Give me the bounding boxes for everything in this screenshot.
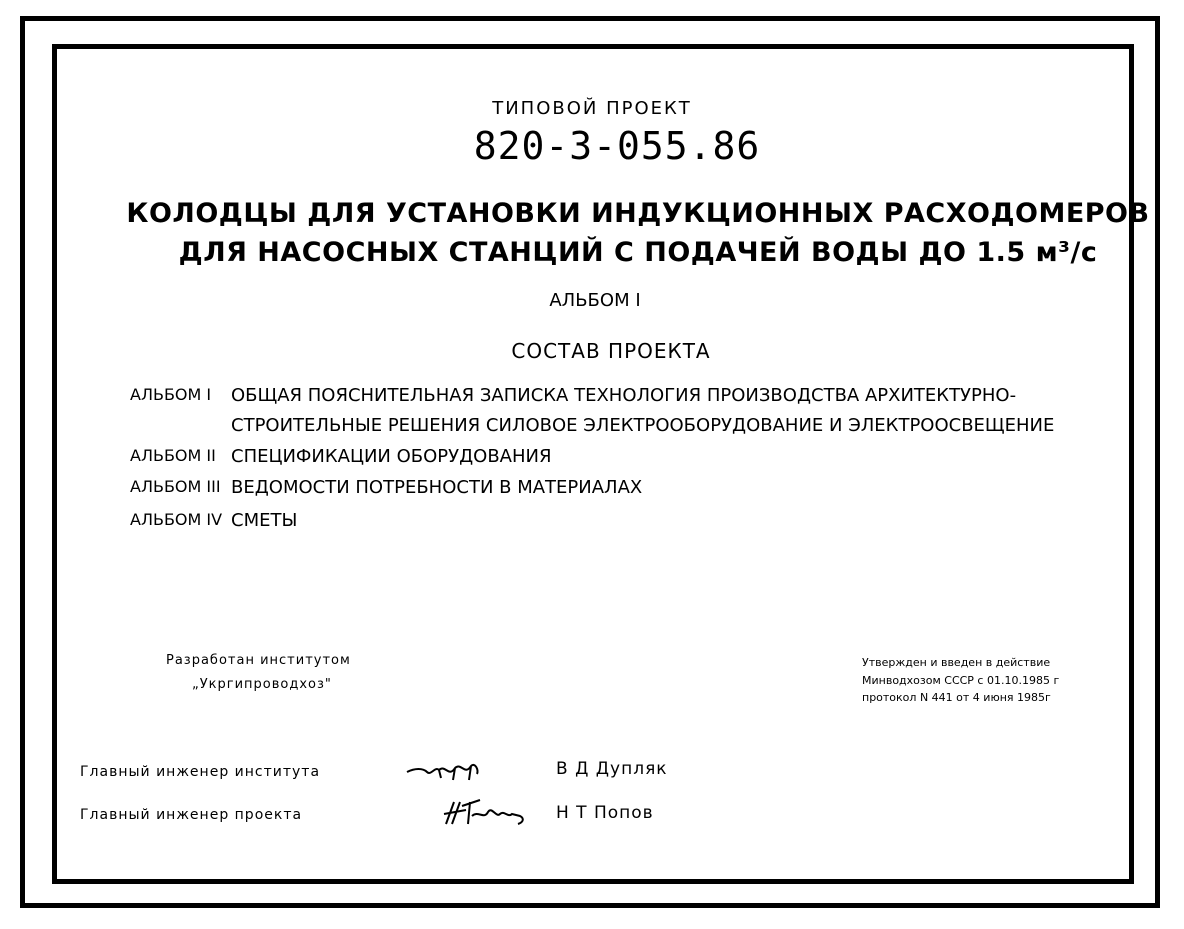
album-label: АЛЬБОМ I (130, 385, 212, 404)
composition-heading: СОСТАВ ПРОЕКТА (511, 339, 711, 363)
album-label: АЛЬБОМ III (130, 477, 221, 496)
title-line-1: КОЛОДЦЫ ДЛЯ УСТАНОВКИ ИНДУКЦИОННЫХ РАСХОДОМЕРОВ (126, 198, 1150, 229)
album-description: СТРОИТЕЛЬНЫЕ РЕШЕНИЯ СИЛОВОЕ ЭЛЕКТРООБОРУДОВАНИЕ И ЭЛЕКТРООСВЕЩЕНИЕ (231, 415, 1055, 436)
album-description: СМЕТЫ (231, 510, 298, 531)
album-description: ВЕДОМОСТИ ПОТРЕБНОСТИ В МАТЕРИАЛАХ (231, 477, 643, 498)
signature-position: Главный инженер института (80, 764, 321, 780)
title-line-2: ДЛЯ НАСОСНЫХ СТАНЦИЙ С ПОДАЧЕЙ ВОДЫ ДО 1.5 м³/с (178, 237, 1098, 268)
album-label: АЛЬБОМ IV (130, 510, 223, 529)
project-label: ТИПОВОЙ ПРОЕКТ (492, 98, 692, 119)
handwritten-signature (405, 756, 485, 786)
developer-line-2: „Укргипроводхоз" (192, 677, 332, 692)
signatory-name: Н Т Попов (556, 803, 654, 823)
album-heading: АЛЬБОМ I (549, 290, 641, 311)
album-description: ОБЩАЯ ПОЯСНИТЕЛЬНАЯ ЗАПИСКА ТЕХНОЛОГИЯ ПРОИЗВОДСТВА АРХИТЕКТУРНО- (231, 385, 1017, 406)
signature-position: Главный инженер проекта (80, 807, 303, 823)
signatory-name: В Д Дупляк (556, 759, 668, 779)
album-description: СПЕЦИФИКАЦИИ ОБОРУДОВАНИЯ (231, 446, 552, 467)
album-label: АЛЬБОМ II (130, 446, 216, 465)
developer-line-1: Разработан институтом (166, 653, 351, 668)
project-number: 820-3-055.86 (473, 124, 761, 168)
approval-line-3: протокол N 441 от 4 июня 1985г (862, 691, 1051, 704)
approval-line-2: Минводхозом СССР с 01.10.1985 г (862, 674, 1060, 687)
approval-line-1: Утвержден и введен в действие (862, 656, 1051, 669)
handwritten-signature (440, 796, 530, 830)
